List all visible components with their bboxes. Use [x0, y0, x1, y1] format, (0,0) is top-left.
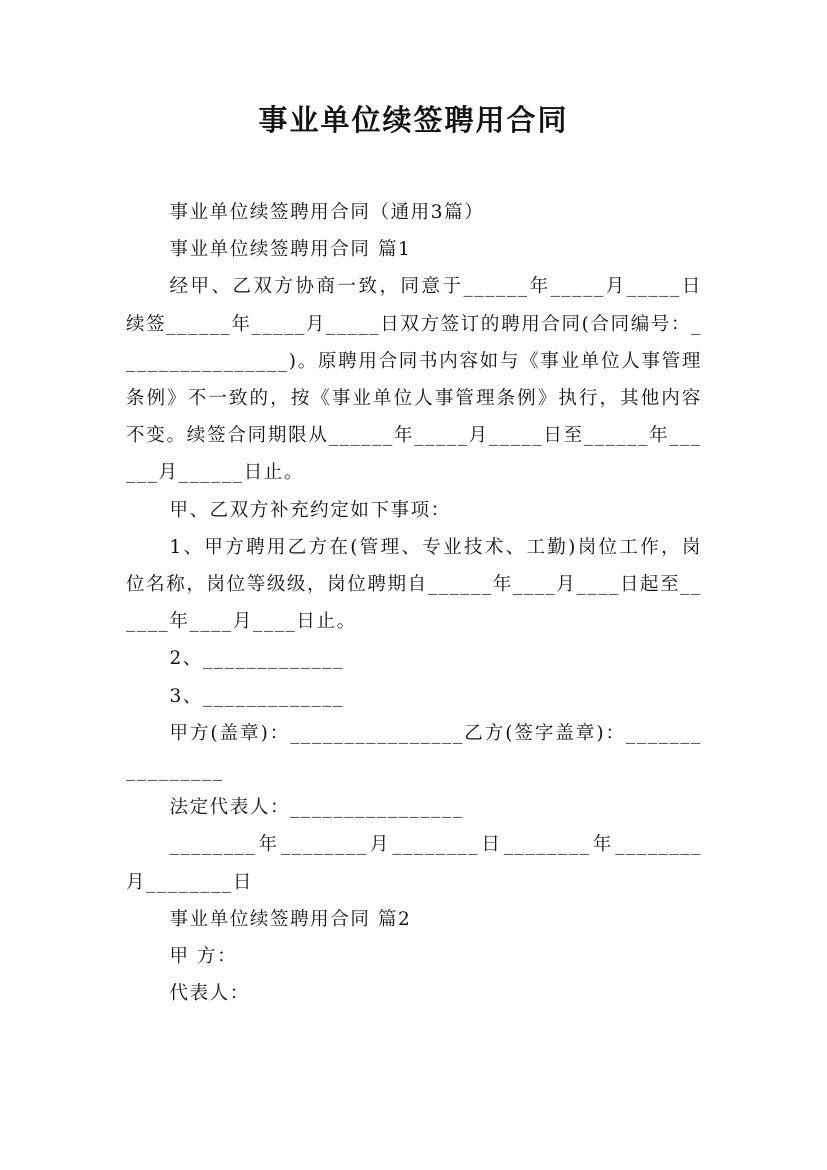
- renewal-clause: 经甲、乙双方协商一致，同意于______年_____月_____日续签______年_____月_____日双方签订的聘用合同(合同编号：________________)。原聘用合同书内容如与《事业单位人事管理条例》不一致的，按《事业单位人事管理条例》执行，其他内容不变。续签合同期限从______年_____月_____日至______年______月______日止。: [126, 276, 702, 484]
- collection-heading: 事业单位续签聘用合同（通用3篇）: [169, 202, 485, 223]
- document-body: [126, 194, 702, 1012]
- date-line: ________年________月________日________年________月________日: [126, 834, 702, 893]
- representative-label: 代表人：: [169, 983, 250, 1005]
- supplementary-intro: 甲、乙双方补充约定如下事项：: [169, 499, 451, 521]
- item-2: 2、_____________: [169, 648, 344, 670]
- item-1: 1、甲方聘用乙方在(管理、专业技术、工勤)岗位工作，岗位名称，岗位等级级，岗位聘期自______年____月____日起至______年____月____日止。: [126, 536, 702, 633]
- section-heading-1: 事业单位续签聘用合同 篇1: [169, 239, 412, 261]
- legal-representative: 法定代表人：________________: [169, 797, 464, 819]
- item-3: 3、_____________: [169, 685, 344, 707]
- party-a-label: 甲 方：: [169, 946, 238, 968]
- signature-line: 甲方(盖章)：________________乙方(签字盖章)：________________: [126, 722, 702, 782]
- document-title: 事业单位续签聘用合同: [258, 103, 569, 137]
- section-heading-2: 事业单位续签聘用合同 篇2: [169, 908, 412, 930]
